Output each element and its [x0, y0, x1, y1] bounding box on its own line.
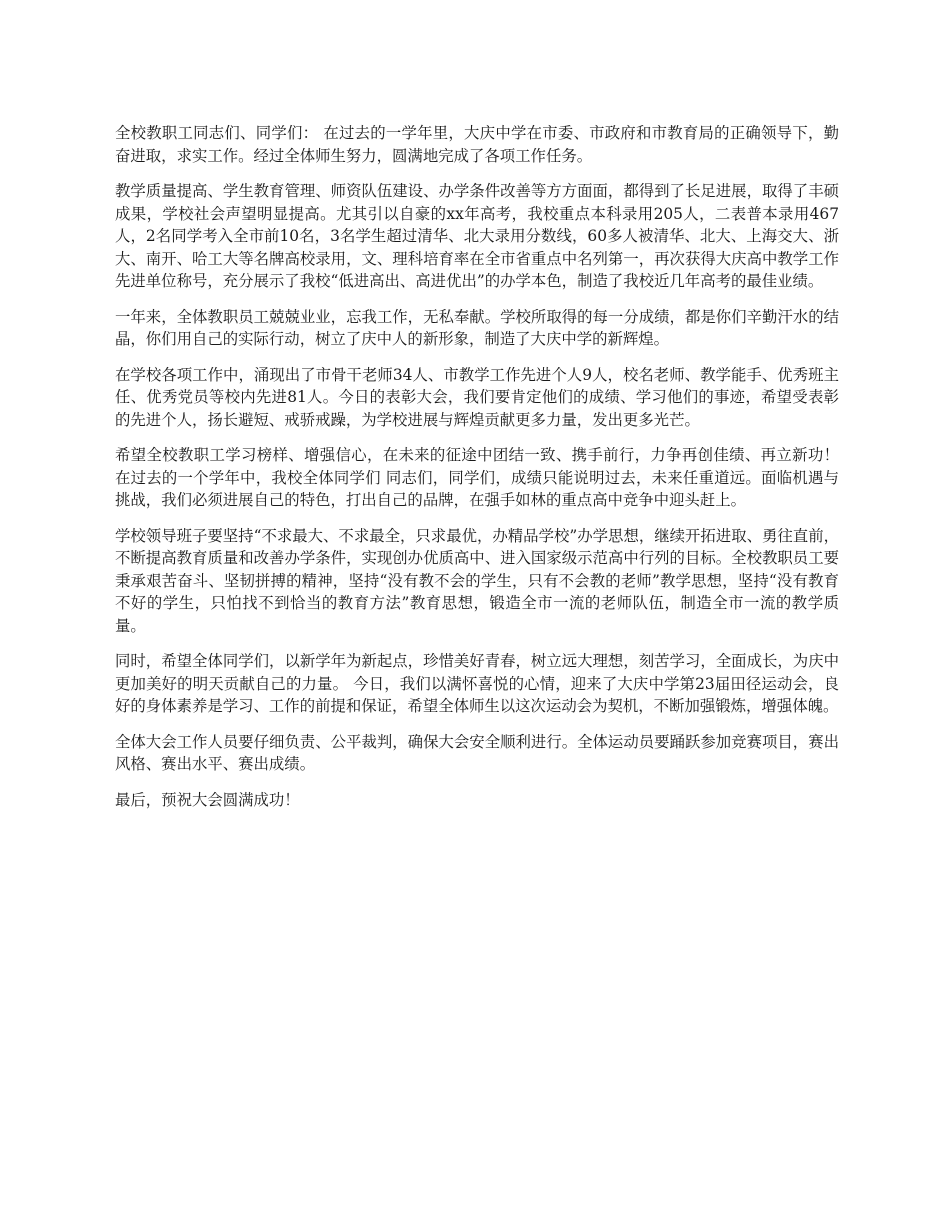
paragraph-6: 学校领导班子要坚持“不求最大、不求最全，只求最优，办精品学校”办学思想，继续开拓进取、勇往直前，不断提高教育质量和改善办学条件，实现创办优质高中、进入国家级示范高中行列的目标。全校教职员工要秉承艰苦奋斗、坚韧拼搏的精神，坚持“没有教不会的学生，只有不会教的老师”教学思想，坚持“没有教育不好的学生，只怕找不到恰当的教育方法”教育思想，锻造全市一流的老师队伍，制造全市一流的教学质量。: [115, 526, 839, 635]
paragraph-7: 同时，希望全体同学们，以新学年为新起点，珍惜美好青春，树立远大理想，刻苦学习，全面成长，为庆中更加美好的明天贡献自己的力量。 今日，我们以满怀喜悦的心情，迎来了大庆中学第23届田径运动会，良好的身体素养是学习、工作的前提和保证，希望全体师生以这次运动会为契机，不断加强锻炼，增强体魄。: [115, 652, 839, 715]
paragraph-3: 一年来，全体教职员工兢兢业业，忘我工作，无私奉献。学校所取得的每一分成绩，都是你们辛勤汗水的结晶，你们用自己的实际行动，树立了庆中人的新形象，制造了大庆中学的新辉煌。: [115, 307, 839, 348]
paragraph-8: 全体大会工作人员要仔细负责、公平裁判，确保大会安全顺利进行。全体运动员要踊跃参加竞赛项目，赛出风格、赛出水平、赛出成绩。: [115, 732, 839, 773]
paragraph-4: 在学校各项工作中，涌现出了市骨干老师34人、市教学工作先进个人9人，校名老师、教学能手、优秀班主任、优秀党员等校内先进81人。今日的表彰大会，我们要肯定他们的成绩、学习他们的事迹，希望受表彰的先进个人，扬长避短、戒骄戒躁，为学校进展与辉煌贡献更多力量，发出更多光芒。: [115, 365, 839, 429]
document-body: [115, 122, 839, 824]
paragraph-1: 全校教职工同志们、同学们： 在过去的一学年里，大庆中学在市委、市政府和市教育局的正确领导下，勤奋进取，求实工作。经过全体师生努力，圆满地完成了各项工作任务。: [115, 124, 839, 165]
paragraph-9: 最后，预祝大会圆满成功！: [115, 790, 300, 809]
paragraph-5: 希望全校教职工学习榜样、增强信心，在未来的征途中团结一致、携手前行，力争再创佳绩、再立新功！ 在过去的一个学年中，我校全体同学们 同志们，同学们，成绩只能说明过去，未来任重道远。面临机遇与挑战，我们必须进展自己的特色，打出自己的品牌，在强手如林的重点高中竞争中迎头赶上。: [115, 446, 839, 509]
paragraph-2: 教学质量提高、学生教育管理、师资队伍建设、办学条件改善等方方面面，都得到了长足进展，取得了丰硕成果，学校社会声望明显提高。尤其引以自豪的xx年高考，我校重点本科录用205人，二表普本录用467人，2名同学考入全市前10名，3名学生超过清华、北大录用分数线，60多人被清华、北大、上海交大、浙大、南开、哈工大等名牌高校录用，文、理科培育率在全市省重点中名列第一，再次获得大庆高中教学工作先进单位称号，充分展示了我校“低进高出、高进优出”的办学本色，制造了我校近几年高考的最佳业绩。: [115, 182, 839, 290]
